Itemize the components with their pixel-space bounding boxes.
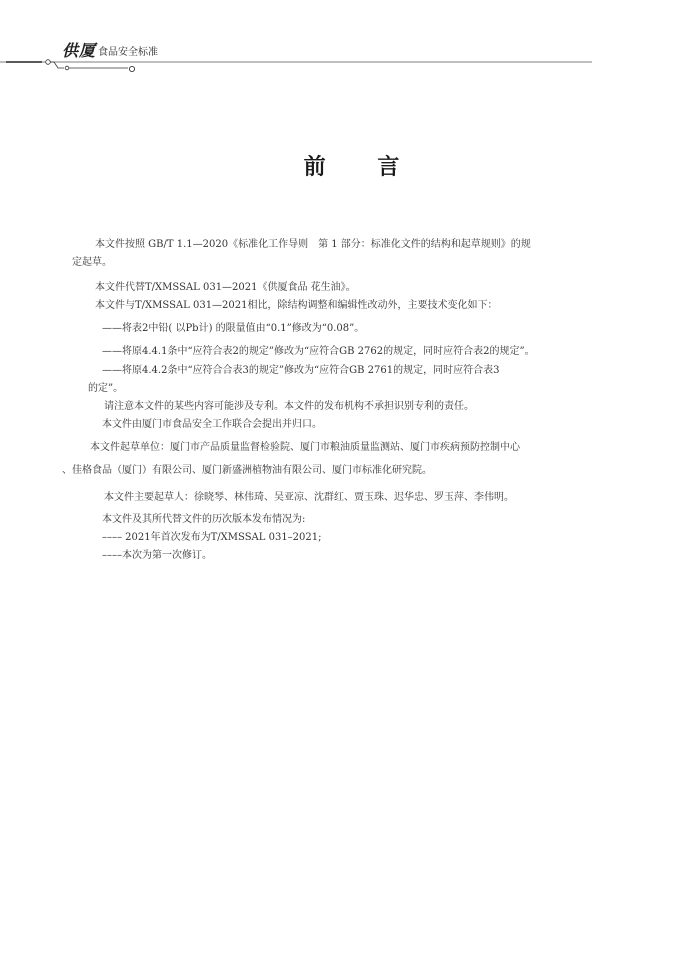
header-rule-icon <box>0 0 681 80</box>
header-subtitle: 食品安全标准 <box>98 47 158 58</box>
history-intro: 本文件及其所代替文件的历次版本发布情况为: <box>102 514 306 525</box>
patent-notice: 请注意本文件的某些内容可能涉及专利。本文件的发布机构不承担识别专利的责任。 <box>104 401 474 412</box>
drafting-units-line-1: 本文件起草单位：厦门市产品质量监督检验院、厦门市粮油质量监测站、厦门市疾病预防控制中心 <box>90 442 520 453</box>
proposer-line: 本文件由厦门市食品安全工作联合会提出并归口。 <box>102 419 322 430</box>
history-item-2: ––––本次为第一次修订。 <box>102 550 212 561</box>
foreword-line-2: 定起草。 <box>72 257 112 268</box>
header-brand: 供厦 <box>62 41 97 60</box>
change-item-2: ——将原4.4.1条中“应符合表2的规定”修改为“应符合GB 2762的规定，同时应符合表2的规定”。 <box>102 346 535 357</box>
page-header <box>0 0 681 80</box>
foreword-line-3: 本文件代替T/XMSSAL 031—2021《供厦食品 花生油》。 <box>95 282 356 293</box>
drafters-line: 本文件主要起草人：徐晓琴、林伟琦、吴亚凉、沈群红、贾玉珠、迟华忠、罗玉萍、李伟明。 <box>104 492 514 503</box>
foreword-line-1: 本文件按照 GB/T 1.1—2020《标准化工作导则 第 1 部分：标准化文件的结构和起草规则》的规 <box>95 239 531 250</box>
foreword-line-4: 本文件与T/XMSSAL 031—2021相比，除结构调整和编辑性改动外，主要技术变化如下： <box>95 300 498 311</box>
history-item-1: –––– 2021年首次发布为T/XMSSAL 031–2021; <box>102 532 322 543</box>
change-item-1: ——将表2中铅( 以Pb计) 的限量值由“0.1”修改为“0.08”。 <box>102 323 365 334</box>
change-item-3: ——将原4.4.2条中“应符合合表3的规定”修改为“应符合GB 2761的规定，同时应符合表3 <box>102 365 500 376</box>
drafting-units-line-2: 、佳格食品（厦门）有限公司、厦门新盛洲植物油有限公司、厦门市标准化研究院。 <box>62 465 432 476</box>
page-title: 前 言 <box>303 154 422 180</box>
change-item-3-cont: 的定”。 <box>88 383 124 394</box>
